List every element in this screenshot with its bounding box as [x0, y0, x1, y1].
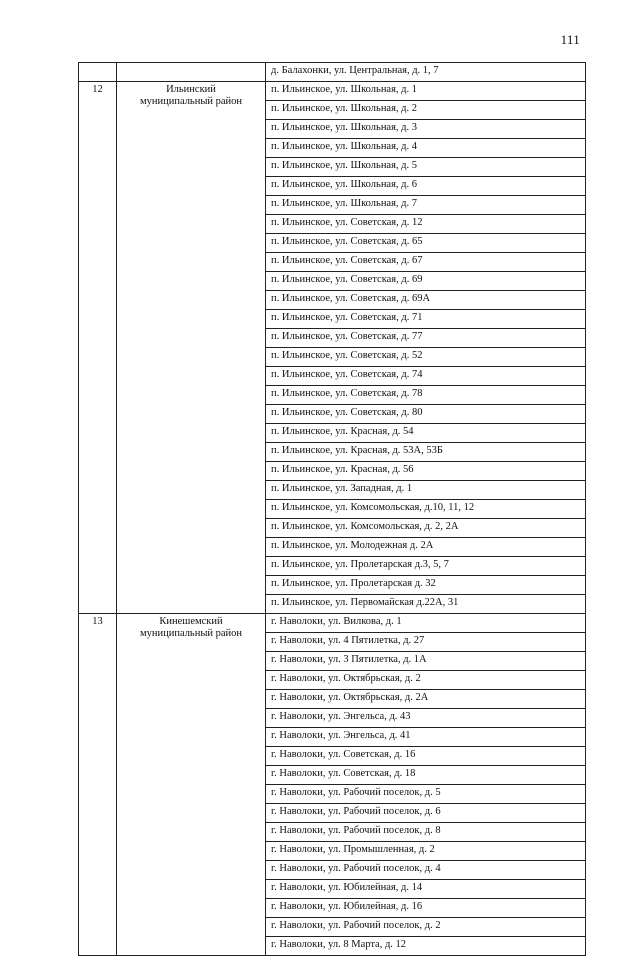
address-cell: п. Ильинское, ул. Советская, д. 12	[266, 215, 586, 234]
table-row	[79, 63, 586, 82]
row-number-cell: 13	[79, 614, 117, 956]
district-type: муниципальный район	[139, 96, 243, 107]
address-cell: п. Ильинское, ул. Советская, д. 77	[266, 329, 586, 348]
page-number: 111	[560, 32, 580, 47]
address-cell: г. Наволоки, ул. Энгельса, д. 41	[266, 728, 586, 747]
address-cell: г. Наволоки, ул. Промышленная, д. 2	[266, 842, 586, 861]
address-cell: г. Наволоки, ул. Юбилейная, д. 14	[266, 880, 586, 899]
address-cell: п. Ильинское, ул. Советская, д. 69	[266, 272, 586, 291]
address-cell: г. Наволоки, ул. Октябрьская, д. 2А	[266, 690, 586, 709]
address-cell: п. Ильинское, ул. Советская, д. 78	[266, 386, 586, 405]
table-row	[79, 82, 586, 101]
address-cell: п. Ильинское, ул. Красная, д. 54	[266, 424, 586, 443]
row-number-cell	[79, 63, 117, 82]
address-cell: г. Наволоки, ул. Советская, д. 16	[266, 747, 586, 766]
address-cell: п. Ильинское, ул. Комсомольская, д. 2, 2А	[266, 519, 586, 538]
address-cell: п. Ильинское, ул. Пролетарская д.3, 5, 7	[266, 557, 586, 576]
address-cell: п. Ильинское, ул. Советская, д. 80	[266, 405, 586, 424]
address-cell: п. Ильинское, ул. Советская, д. 65	[266, 234, 586, 253]
district-cell	[117, 63, 266, 82]
address-cell: п. Ильинское, ул. Молодежная д. 2А	[266, 538, 586, 557]
district-cell	[117, 614, 266, 956]
address-cell: г. Наволоки, ул. Вилкова, д. 1	[266, 614, 586, 633]
address-cell: п. Ильинское, ул. Советская, д. 74	[266, 367, 586, 386]
address-cell: п. Ильинское, ул. Западная, д. 1	[266, 481, 586, 500]
address-cell: г. Наволоки, ул. Энгельса, д. 43	[266, 709, 586, 728]
address-cell: п. Ильинское, ул. Школьная, д. 2	[266, 101, 586, 120]
address-table-body	[79, 63, 586, 956]
address-table	[78, 62, 586, 956]
row-number-cell: 12	[79, 82, 117, 614]
address-cell: г. Наволоки, ул. Рабочий поселок, д. 5	[266, 785, 586, 804]
address-cell: п. Ильинское, ул. Комсомольская, д.10, 11, 12	[266, 500, 586, 519]
address-cell: п. Ильинское, ул. Школьная, д. 1	[266, 82, 586, 101]
address-cell: п. Ильинское, ул. Красная, д. 56	[266, 462, 586, 481]
address-cell: г. Наволоки, ул. Рабочий поселок, д. 8	[266, 823, 586, 842]
address-cell: г. Наволоки, ул. 4 Пятилетка, д. 27	[266, 633, 586, 652]
district-name: Ильинский	[166, 84, 216, 95]
address-cell: п. Ильинское, ул. Школьная, д. 7	[266, 196, 586, 215]
address-cell: п. Ильинское, ул. Красная, д. 53А, 53Б	[266, 443, 586, 462]
address-cell: г. Наволоки, ул. Рабочий поселок, д. 4	[266, 861, 586, 880]
address-cell: п. Ильинское, ул. Пролетарская д. 32	[266, 576, 586, 595]
address-cell: г. Наволоки, ул. 8 Марта, д. 12	[266, 937, 586, 956]
district-type: муниципальный район	[139, 628, 243, 639]
address-cell: г. Наволоки, ул. Юбилейная, д. 16	[266, 899, 586, 918]
address-cell: п. Ильинское, ул. Советская, д. 71	[266, 310, 586, 329]
address-cell: г. Наволоки, ул. Рабочий поселок, д. 2	[266, 918, 586, 937]
address-cell: п. Ильинское, ул. Школьная, д. 6	[266, 177, 586, 196]
address-cell: д. Балахонки, ул. Центральная, д. 1, 7	[266, 63, 586, 82]
table-row	[79, 614, 586, 633]
address-cell: г. Наволоки, ул. 3 Пятилетка, д. 1А	[266, 652, 586, 671]
address-cell: г. Наволоки, ул. Рабочий поселок, д. 6	[266, 804, 586, 823]
address-cell: п. Ильинское, ул. Школьная, д. 4	[266, 139, 586, 158]
address-cell: г. Наволоки, ул. Октябрьская, д. 2	[266, 671, 586, 690]
address-cell: п. Ильинское, ул. Школьная, д. 3	[266, 120, 586, 139]
address-cell: г. Наволоки, ул. Советская, д. 18	[266, 766, 586, 785]
district-cell	[117, 82, 266, 614]
address-cell: п. Ильинское, ул. Школьная, д. 5	[266, 158, 586, 177]
address-cell: п. Ильинское, ул. Советская, д. 67	[266, 253, 586, 272]
district-name: Кинешемский	[159, 616, 223, 627]
address-cell: п. Ильинское, ул. Советская, д. 69А	[266, 291, 586, 310]
address-cell: п. Ильинское, ул. Советская, д. 52	[266, 348, 586, 367]
address-cell: п. Ильинское, ул. Первомайская д.22А, 31	[266, 595, 586, 614]
